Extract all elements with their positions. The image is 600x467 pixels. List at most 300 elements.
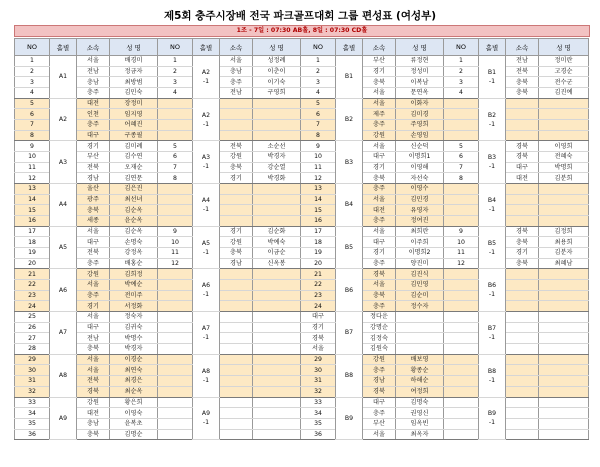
cell-region: 충북 [506,237,539,248]
cell-region: 전북 [77,376,110,387]
cell-region: 광주 [77,194,110,205]
cell-name: 김순옥 [110,205,158,216]
cell-no: 10 [444,237,479,248]
cell-no [158,365,193,376]
group-label: A6 -1 [193,269,220,312]
cell-no [444,205,479,216]
cell-no: 15 [301,205,336,216]
cell-no: 10 [301,152,336,163]
cell-name: 이명희2 [396,248,444,259]
group-label: B3 [336,141,363,184]
cell-name: 이화자 [396,98,444,109]
cell-name: 유영자 [396,205,444,216]
cell-no: 36 [15,429,50,440]
cell-no: 2 [444,66,479,77]
cell-name: 이영수 [396,184,444,195]
cell-name: 정여진 [396,216,444,227]
cell-region [220,194,253,205]
cell-name [253,205,301,216]
cell-name: 전수군 [539,77,589,88]
cell-name [539,344,589,355]
cell-name [253,301,301,312]
group-label: A4 -1 [193,184,220,227]
cell-no: 경북 [301,333,336,344]
cell-region: 서울 [363,194,396,205]
cell-region: 대구 [77,322,110,333]
cell-no: 6 [15,109,50,120]
cell-region: 경기 [77,141,110,152]
cell-name [253,216,301,227]
cell-no [158,429,193,440]
cell-no [444,216,479,227]
cell-no [158,280,193,291]
cell-name: 최용희 [539,237,589,248]
cell-no: 35 [15,418,50,429]
cell-name: 손영임 [396,130,444,141]
cell-no: 9 [444,226,479,237]
cell-name: 윤복초 [110,418,158,429]
cell-name: 정성미 [396,66,444,77]
cell-no: 8 [301,130,336,141]
cell-region: 강명순 [363,322,396,333]
cell-region: 대구 [506,162,539,173]
cell-no: 1 [444,56,479,67]
cell-no: 19 [301,248,336,259]
cell-name [539,130,589,141]
cell-no: 36 [301,429,336,440]
cell-name: 정숙자 [110,312,158,323]
cell-no [444,184,479,195]
cell-name: 양진미 [396,258,444,269]
group-label: A5 [50,226,77,269]
cell-region: 서울 [363,141,396,152]
group-label: A1 [50,56,77,99]
cell-region [220,98,253,109]
group-label: A5 -1 [193,226,220,269]
header-cell: 소속 [220,39,253,56]
cell-region: 충남 [220,66,253,77]
group-label: A8 [50,354,77,397]
table-row [15,226,589,237]
cell-name: 서정화 [110,301,158,312]
cell-no [444,290,479,301]
cell-no: 23 [15,290,50,301]
cell-no [158,376,193,387]
cell-name [539,184,589,195]
cell-no [444,280,479,291]
group-label: A2 -1 [193,98,220,141]
cell-no: 2 [15,66,50,77]
cell-region: 충남 [77,418,110,429]
cell-region: 정다운 [363,312,396,323]
cell-no: 서울 [301,344,336,355]
cell-region: 대구 [77,130,110,141]
cell-no: 31 [301,376,336,387]
table-row [15,397,589,408]
cell-region [220,344,253,355]
cell-name: 김순화 [253,226,301,237]
cell-name: 최연숙 [110,365,158,376]
cell-no: 30 [301,365,336,376]
cell-name: 김순미 [396,290,444,301]
cell-region: 충주 [220,77,253,88]
cell-name [253,280,301,291]
cell-no [158,418,193,429]
cell-no: 10 [15,152,50,163]
cell-no: 11 [15,162,50,173]
cell-name [253,376,301,387]
cell-no: 7 [15,120,50,131]
cell-region: 대구 [77,237,110,248]
cell-name: 박예순 [110,280,158,291]
cell-name: 이기숙 [253,77,301,88]
group-label: A3 -1 [193,141,220,184]
cell-name: 최경은 [110,376,158,387]
cell-region: 울산 [77,184,110,195]
cell-name: 이영해 [396,162,444,173]
cell-no: 14 [301,194,336,205]
group-label: B1 [336,56,363,99]
cell-region: 부산 [363,56,396,67]
header-cell: 소속 [363,39,396,56]
cell-name: 김분자 [539,248,589,259]
group-label: B9 -1 [479,397,506,440]
cell-name: 윤순옥 [110,216,158,227]
cell-name: 김수연 [110,152,158,163]
group-label: B8 -1 [479,354,506,397]
cell-name: 문연옥 [396,88,444,99]
group-label: B2 [336,98,363,141]
cell-name: 김민경 [396,194,444,205]
cell-region: 경기 [220,173,253,184]
cell-name: 이경순 [110,354,158,365]
cell-name [253,408,301,419]
cell-name [253,365,301,376]
cell-region: 경북 [506,152,539,163]
cell-region [506,130,539,141]
cell-no [158,109,193,120]
cell-no [158,205,193,216]
cell-region: 강원 [77,269,110,280]
cell-region [506,120,539,131]
cell-region: 김원숙 [363,344,396,355]
cell-region [220,418,253,429]
cell-region [506,397,539,408]
cell-region: 전남 [506,56,539,67]
cell-region [220,354,253,365]
group-label: A2 [50,98,77,141]
cell-name [539,376,589,387]
cell-no: 5 [444,141,479,152]
cell-name: 박경화 [253,173,301,184]
cell-no: 12 [158,258,193,269]
cell-name: 류정현 [396,56,444,67]
group-label: B1 -1 [479,56,506,99]
cell-name [539,322,589,333]
cell-name: 김미경 [396,109,444,120]
cell-no: 9 [15,141,50,152]
cell-no [444,365,479,376]
cell-name: 성정례 [253,56,301,67]
cell-name: 하해순 [396,376,444,387]
cell-region [220,120,253,131]
cell-region [220,408,253,419]
cell-no: 2 [301,66,336,77]
cell-no: 4 [15,88,50,99]
cell-no: 3 [444,77,479,88]
cell-region [220,216,253,227]
cell-name: 박명희 [539,162,589,173]
cell-name [253,333,301,344]
cell-region: 강원 [363,354,396,365]
cell-region: 충주 [363,301,396,312]
cell-region [506,333,539,344]
header-cell: 성 명 [396,39,444,56]
cell-region: 전남 [220,88,253,99]
cell-name [539,397,589,408]
cell-region: 대전 [506,173,539,184]
cell-name [396,322,444,333]
cell-no [158,301,193,312]
cell-region: 강원 [77,397,110,408]
cell-no: 6 [158,152,193,163]
cell-no [444,269,479,280]
header-cell: NO [301,39,336,56]
cell-name: 최방범 [110,77,158,88]
cell-no: 4 [444,88,479,99]
cell-name: 김민숙 [110,88,158,99]
grouping-table [14,38,589,440]
header-cell: 성 명 [253,39,301,56]
cell-name: 정미란 [539,56,589,67]
cell-name: 권영신 [396,408,444,419]
header-cell: 홀별 [479,39,506,56]
cell-region [506,386,539,397]
cell-no: 32 [15,386,50,397]
cell-no [444,376,479,387]
table-row [15,141,589,152]
cell-name: 김미례 [110,141,158,152]
cell-name [539,120,589,131]
cell-name: 여정희 [396,386,444,397]
cell-no: 19 [15,248,50,259]
group-label: A7 -1 [193,312,220,355]
cell-no: 2 [158,66,193,77]
cell-region: 서울 [77,226,110,237]
cell-region: 충주 [363,258,396,269]
cell-name [539,216,589,227]
cell-name: 강순열 [253,162,301,173]
group-label: B2 -1 [479,98,506,141]
cell-region: 서울 [363,226,396,237]
group-label: B7 -1 [479,312,506,355]
cell-region: 충북 [220,248,253,259]
group-label: B3 -1 [479,141,506,184]
cell-region: 서울 [363,429,396,440]
group-label: A8 -1 [193,354,220,397]
cell-name: 박경자 [110,344,158,355]
cell-region [220,130,253,141]
cell-name: 김연문 [110,173,158,184]
cell-no: 33 [301,397,336,408]
cell-region: 충남 [77,77,110,88]
header-cell: 홀별 [193,39,220,56]
table-row [15,98,589,109]
cell-region: 경남 [77,173,110,184]
cell-name: 배보영 [396,354,444,365]
cell-no: 1 [301,56,336,67]
cell-name: 김진식 [396,269,444,280]
cell-no [444,429,479,440]
cell-name [253,290,301,301]
cell-no: 14 [15,194,50,205]
cell-region [506,376,539,387]
cell-region: 충주 [77,88,110,99]
cell-no: 1 [158,56,193,67]
header-cell: NO [15,39,50,56]
cell-no: 11 [444,248,479,259]
cell-region: 대전 [77,98,110,109]
cell-no [444,194,479,205]
cell-no: 13 [301,184,336,195]
cell-region: 전남 [77,333,110,344]
cell-region: 충북 [506,77,539,88]
cell-region: 충주 [363,120,396,131]
cell-no [444,408,479,419]
cell-region: 충북 [220,162,253,173]
cell-no [444,397,479,408]
cell-no [158,354,193,365]
cell-name: 최순옥 [110,386,158,397]
cell-no: 17 [15,226,50,237]
cell-region [506,290,539,301]
group-label: A3 [50,141,77,184]
cell-region: 충주 [363,184,396,195]
cell-region: 충북 [506,258,539,269]
cell-name: 어혜진 [110,120,158,131]
cell-no: 4 [158,88,193,99]
cell-region [220,376,253,387]
group-label: B6 -1 [479,269,506,312]
cell-name: 손명숙 [110,237,158,248]
cell-name [253,344,301,355]
cell-region: 서울 [363,280,396,291]
cell-name: 황은희 [110,397,158,408]
cell-no: 11 [301,162,336,173]
cell-name [539,365,589,376]
cell-no [444,354,479,365]
cell-no: 27 [15,333,50,344]
cell-no [444,120,479,131]
cell-region: 서울 [363,88,396,99]
cell-no: 3 [15,77,50,88]
cell-no [158,194,193,205]
cell-region [506,418,539,429]
cell-region: 서울 [220,56,253,67]
group-label: B4 [336,184,363,227]
cell-region: 서울 [77,312,110,323]
cell-name [539,290,589,301]
cell-region: 경기 [506,248,539,259]
cell-region: 충북 [506,88,539,99]
cell-region [506,205,539,216]
cell-name [396,333,444,344]
cell-no: 10 [158,237,193,248]
cell-no: 7 [301,120,336,131]
cell-name [539,312,589,323]
cell-region [506,312,539,323]
cell-name [253,418,301,429]
cell-region: 경남 [363,376,396,387]
cell-region: 충북 [77,344,110,355]
cell-region: 대전 [363,205,396,216]
cell-region [506,322,539,333]
cell-name [539,418,589,429]
cell-name [253,397,301,408]
cell-no: 7 [444,162,479,173]
cell-no: 34 [301,408,336,419]
cell-no: 3 [158,77,193,88]
cell-region: 경기 [77,301,110,312]
cell-no: 12 [301,173,336,184]
cell-no: 20 [301,258,336,269]
cell-no: 31 [15,376,50,387]
cell-name: 이금순 [253,248,301,259]
cell-name: 이영희 [539,141,589,152]
group-label: B6 [336,269,363,312]
cell-no: 18 [15,237,50,248]
cell-region: 경기 [220,226,253,237]
cell-name [253,429,301,440]
cell-region [506,344,539,355]
group-label: B8 [336,354,363,397]
cell-name [539,354,589,365]
cell-region: 충북 [363,173,396,184]
group-label: A6 [50,269,77,312]
cell-no: 20 [15,258,50,269]
cell-no [158,322,193,333]
cell-no: 12 [15,173,50,184]
cell-name: 전미주 [110,290,158,301]
cell-no [158,333,193,344]
cell-no [158,216,193,227]
cell-name: 오재순 [110,162,158,173]
cell-no [444,333,479,344]
cell-name [253,109,301,120]
cell-no: 22 [301,280,336,291]
cell-name: 배경미 [110,56,158,67]
cell-no: 6 [444,152,479,163]
cell-name: 자선숙 [396,173,444,184]
cell-region [220,333,253,344]
cell-name: 정수자 [396,301,444,312]
cell-name [253,322,301,333]
cell-name [539,269,589,280]
cell-region [220,301,253,312]
cell-no [158,269,193,280]
cell-region: 충북 [77,429,110,440]
cell-region [220,365,253,376]
cell-name [253,269,301,280]
cell-region [506,429,539,440]
cell-region: 충주 [363,408,396,419]
cell-name [396,312,444,323]
cell-name: 김명순 [110,429,158,440]
cell-region [506,365,539,376]
cell-no: 22 [15,280,50,291]
table-row [15,184,589,195]
cell-name: 구영희 [253,88,301,99]
